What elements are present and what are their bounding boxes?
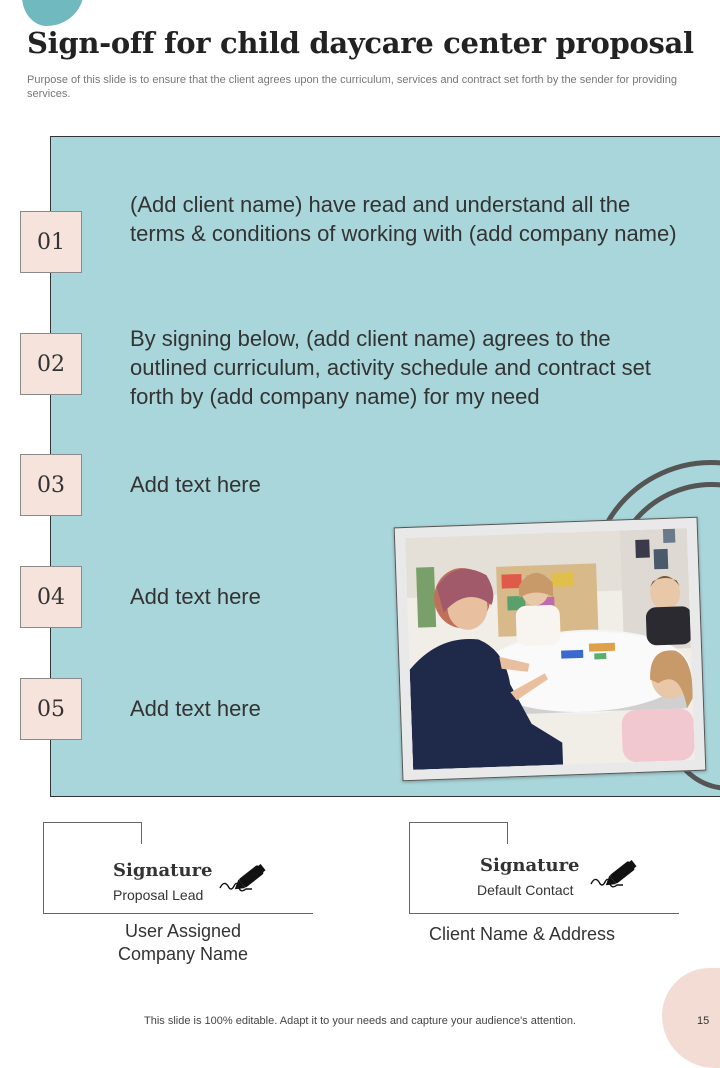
signature-card-proposal-lead	[43, 822, 313, 914]
step-number-01: 01	[20, 211, 82, 273]
footer-note: This slide is 100% editable. Adapt it to your needs and capture your audience's attention.	[144, 1015, 576, 1027]
signature-role: Default Contact	[477, 882, 574, 898]
step-text-02: By signing below, (add client name) agrees to the outlined curriculum, activity schedule and contract set forth by (add company name) for my need	[130, 326, 651, 409]
step-number-05: 05	[20, 678, 82, 740]
page-number: 15	[697, 1015, 710, 1027]
page-subtitle: Purpose of this slide is to ensure that the client agrees upon the curriculum, services and contract set forth by the sender for providing services.	[27, 74, 677, 100]
pen-icon	[218, 862, 270, 896]
signature-role: Proposal Lead	[113, 887, 204, 903]
step-text-01: (Add client name) have read and understand all the terms & conditions of working with (add company name)	[130, 192, 677, 246]
pen-icon	[589, 858, 641, 892]
step-text-03: Add text here	[130, 472, 261, 497]
classroom-photo-frame	[394, 517, 707, 781]
decorative-blob-top	[22, 0, 84, 26]
signature-title: Signature	[113, 860, 213, 881]
step-text-04: Add text here	[130, 584, 261, 609]
signature-title: Signature	[480, 855, 580, 876]
step-number-03: 03	[20, 454, 82, 516]
step-text-05: Add text here	[130, 696, 261, 721]
step-number-04: 04	[20, 566, 82, 628]
signature-card-default-contact	[409, 822, 679, 914]
signature-label-client: Client Name & Address	[428, 924, 616, 944]
classroom-photo	[405, 528, 695, 770]
signature-label-company: User Assigned Company Name	[117, 921, 249, 964]
page-title: Sign-off for child daycare center proposal	[27, 26, 694, 60]
step-number-02: 02	[20, 333, 82, 395]
